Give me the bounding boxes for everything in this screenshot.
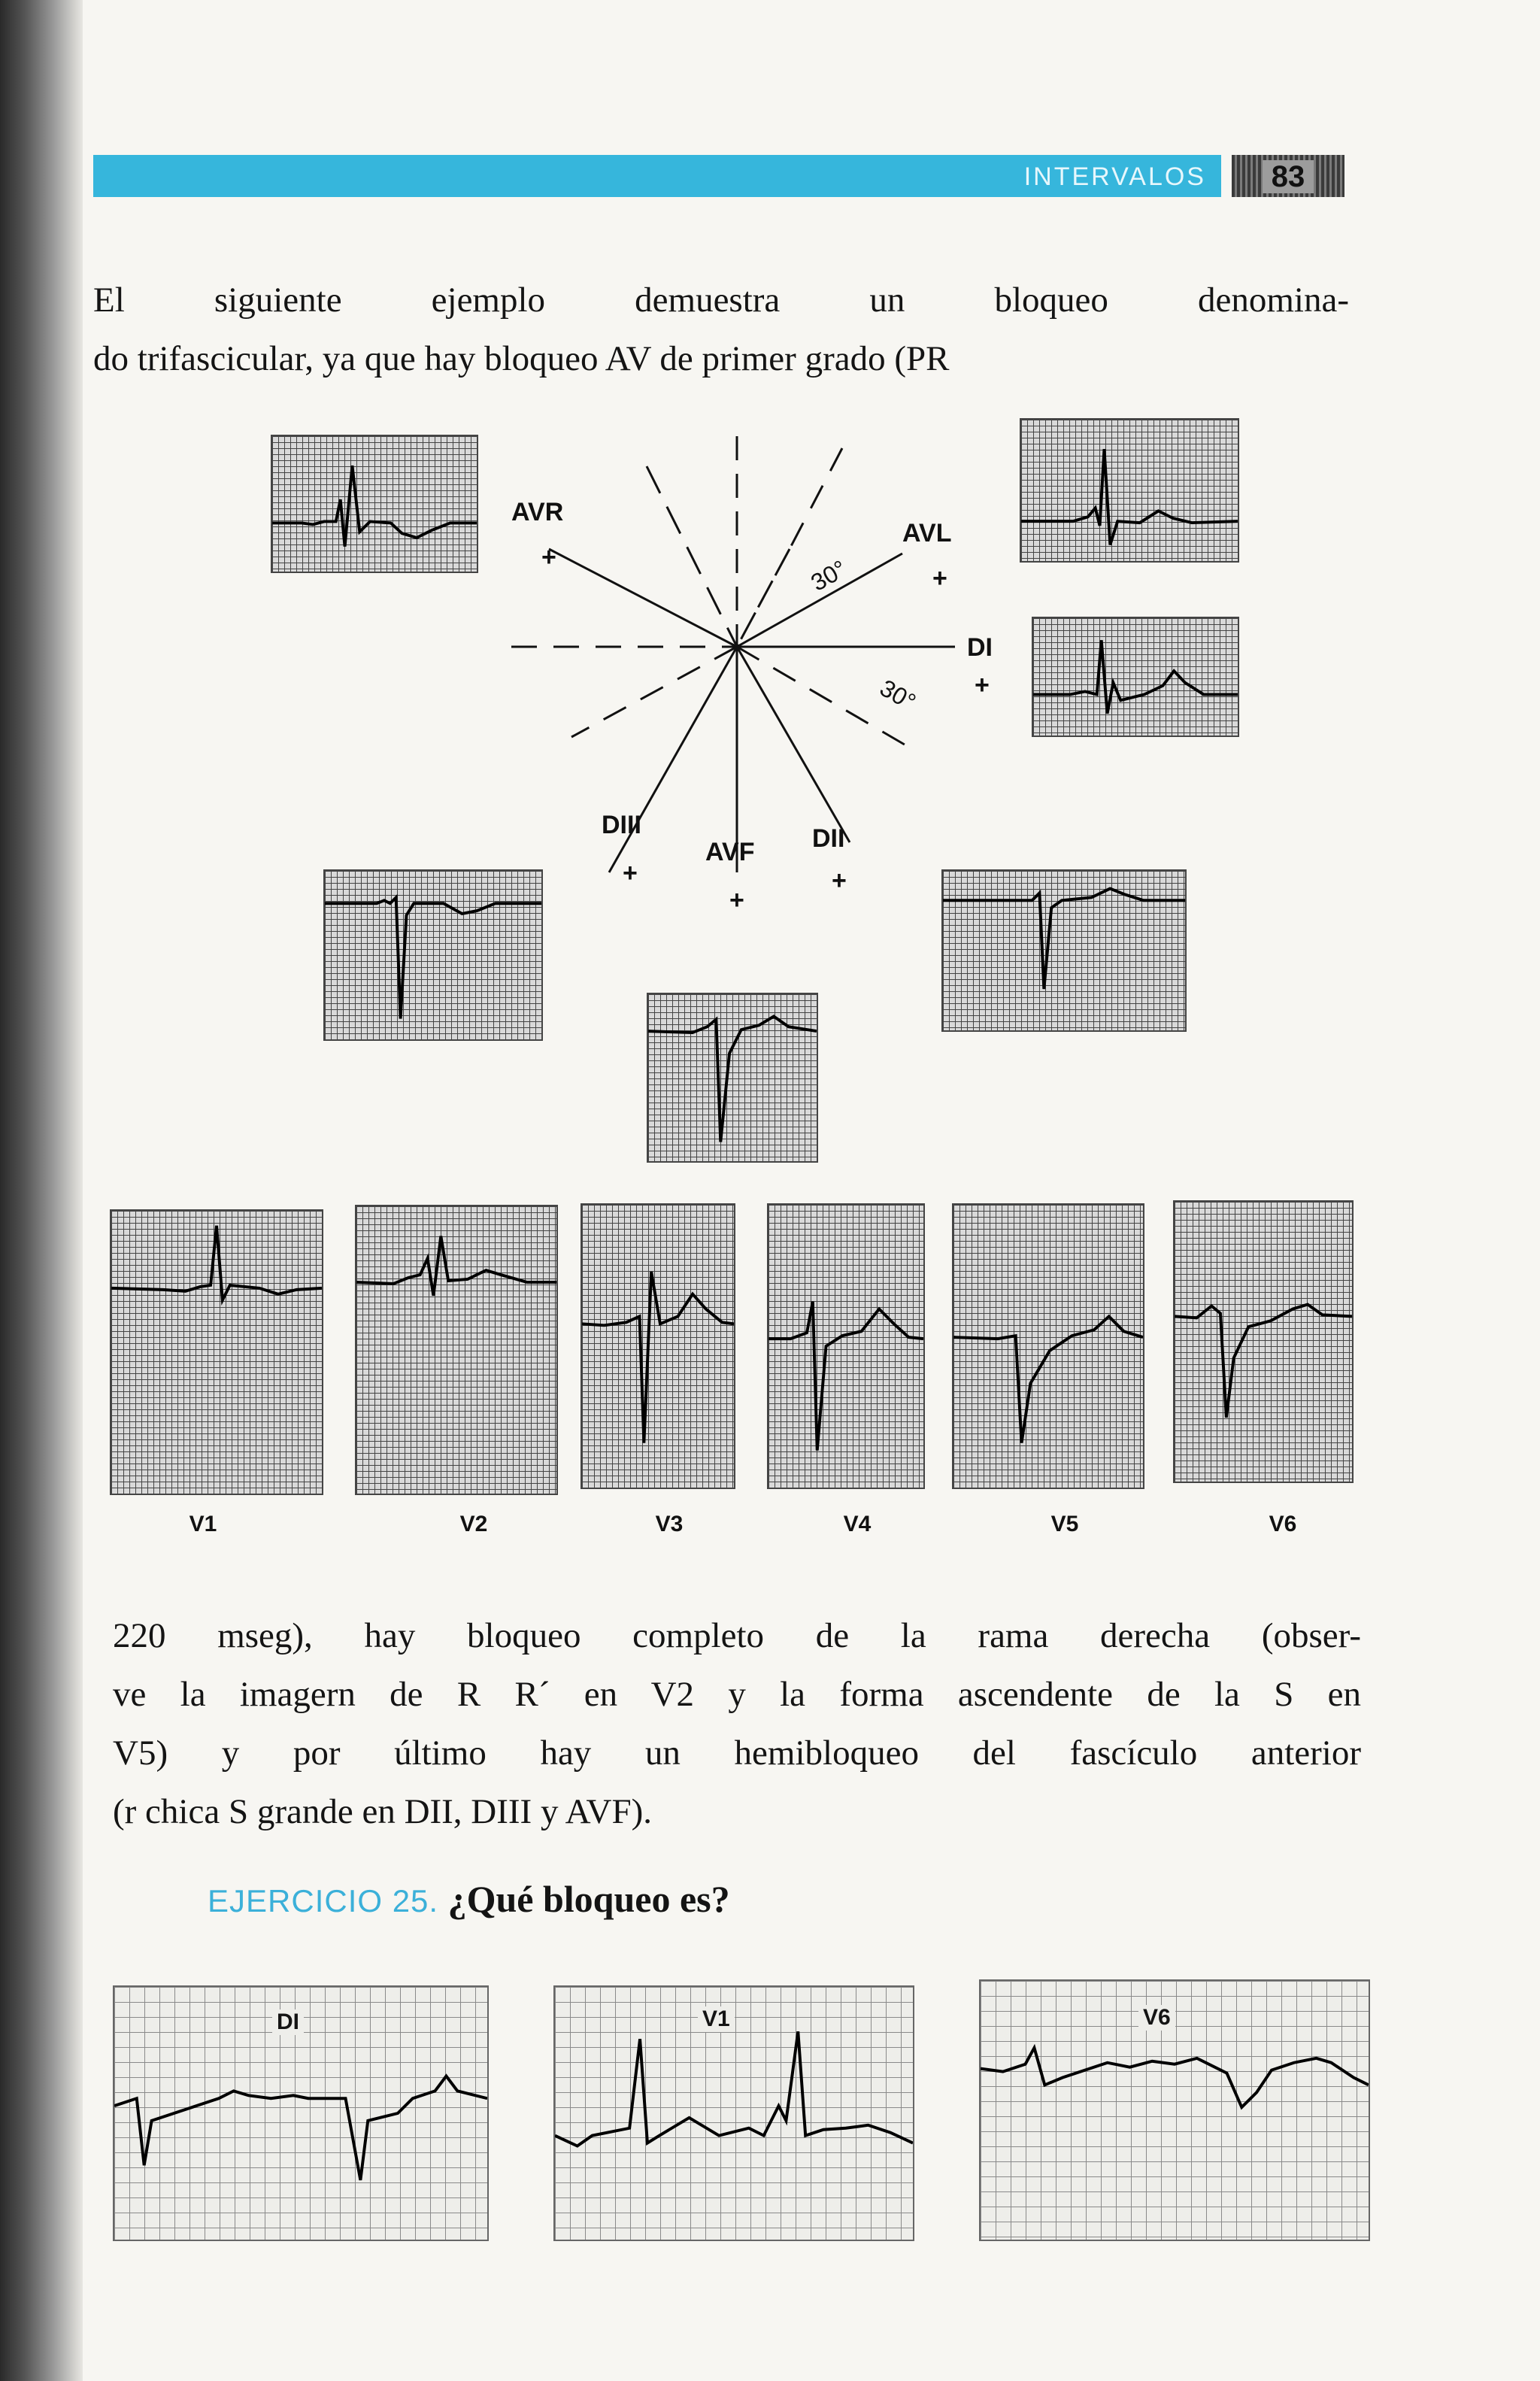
precordial-label-v6: V6	[1269, 1512, 1297, 1536]
ecg-strip-avf	[647, 993, 818, 1163]
lead-label-avf: AVF	[705, 838, 755, 866]
exercise-heading	[208, 1877, 730, 1921]
angle-label-lower: 30°	[875, 674, 921, 716]
ecg-strip-v1	[110, 1209, 323, 1495]
dii-plus: +	[832, 866, 847, 895]
intro-line-2: do trifascicular, ya que hay bloqueo AV de primer grado (PR	[93, 339, 950, 378]
precordial-label-v1: V1	[189, 1512, 217, 1536]
angle-label-upper: 30°	[806, 554, 852, 596]
ecg-strip-di	[1032, 617, 1239, 737]
body-line-4: (r chica S grande en DII, DIII y AVF).	[113, 1792, 652, 1831]
page-number-text: 83	[1263, 160, 1314, 193]
ecg-strip-v5	[952, 1203, 1144, 1489]
avr-plus: +	[541, 543, 556, 572]
ecg-strip-v2	[355, 1205, 558, 1495]
lead-label-diii: DIII	[602, 811, 641, 839]
intro-line-1: El siguiente ejemplo demuestra un bloqueo denomina-	[93, 281, 1349, 320]
exercise-strip-label-v6: V6	[1138, 2005, 1175, 2031]
precordial-label-v5: V5	[1050, 1512, 1079, 1536]
exercise-strip-di	[113, 1985, 489, 2241]
body-line-3: V5) y por último hay un hemibloqueo del fascículo anterior	[113, 1733, 1361, 1773]
ecg-strip-v3	[581, 1203, 735, 1489]
intro-paragraph	[93, 271, 1349, 388]
ecg-strip-v4	[767, 1203, 925, 1489]
axis-lines	[511, 436, 955, 872]
avf-plus: +	[729, 886, 744, 914]
book-binding-shadow	[0, 0, 83, 2381]
exercise-strip-v6	[979, 1979, 1370, 2241]
body-line-2: ve la imagern de R R´ en V2 y la forma ascendente de la S en	[113, 1675, 1361, 1714]
body-paragraph	[113, 1606, 1361, 1841]
lead-label-dii: DII	[812, 824, 845, 853]
ecg-strip-avr	[271, 435, 478, 573]
lead-label-avl: AVL	[902, 519, 952, 547]
lead-label-di: DI	[967, 633, 993, 662]
page-number	[1232, 155, 1344, 197]
precordial-label-v2: V2	[459, 1512, 488, 1536]
diii-plus: +	[623, 859, 638, 887]
exercise-strip-label-di: DI	[272, 2009, 304, 2035]
di-plus: +	[975, 671, 990, 699]
ecg-strip-v6	[1173, 1200, 1354, 1483]
exercise-question: ¿Qué bloqueo es?	[447, 1878, 730, 1920]
exercise-strip-label-v1: V1	[698, 2006, 735, 2032]
exercise-strip-v1	[553, 1985, 914, 2241]
precordial-label-v3: V3	[655, 1512, 684, 1536]
hexaxial-axis-diagram	[496, 421, 993, 933]
section-title: INTERVALOS	[1023, 162, 1206, 191]
avl-plus: +	[932, 564, 947, 593]
body-line-1: 220 mseg), hay bloqueo completo de la rama derecha (obser-	[113, 1616, 1361, 1655]
ecg-strip-avl	[1020, 418, 1239, 563]
precordial-label-v4: V4	[843, 1512, 872, 1536]
lead-label-avr: AVR	[511, 498, 564, 526]
exercise-tag: EJERCICIO 25.	[208, 1883, 439, 1918]
